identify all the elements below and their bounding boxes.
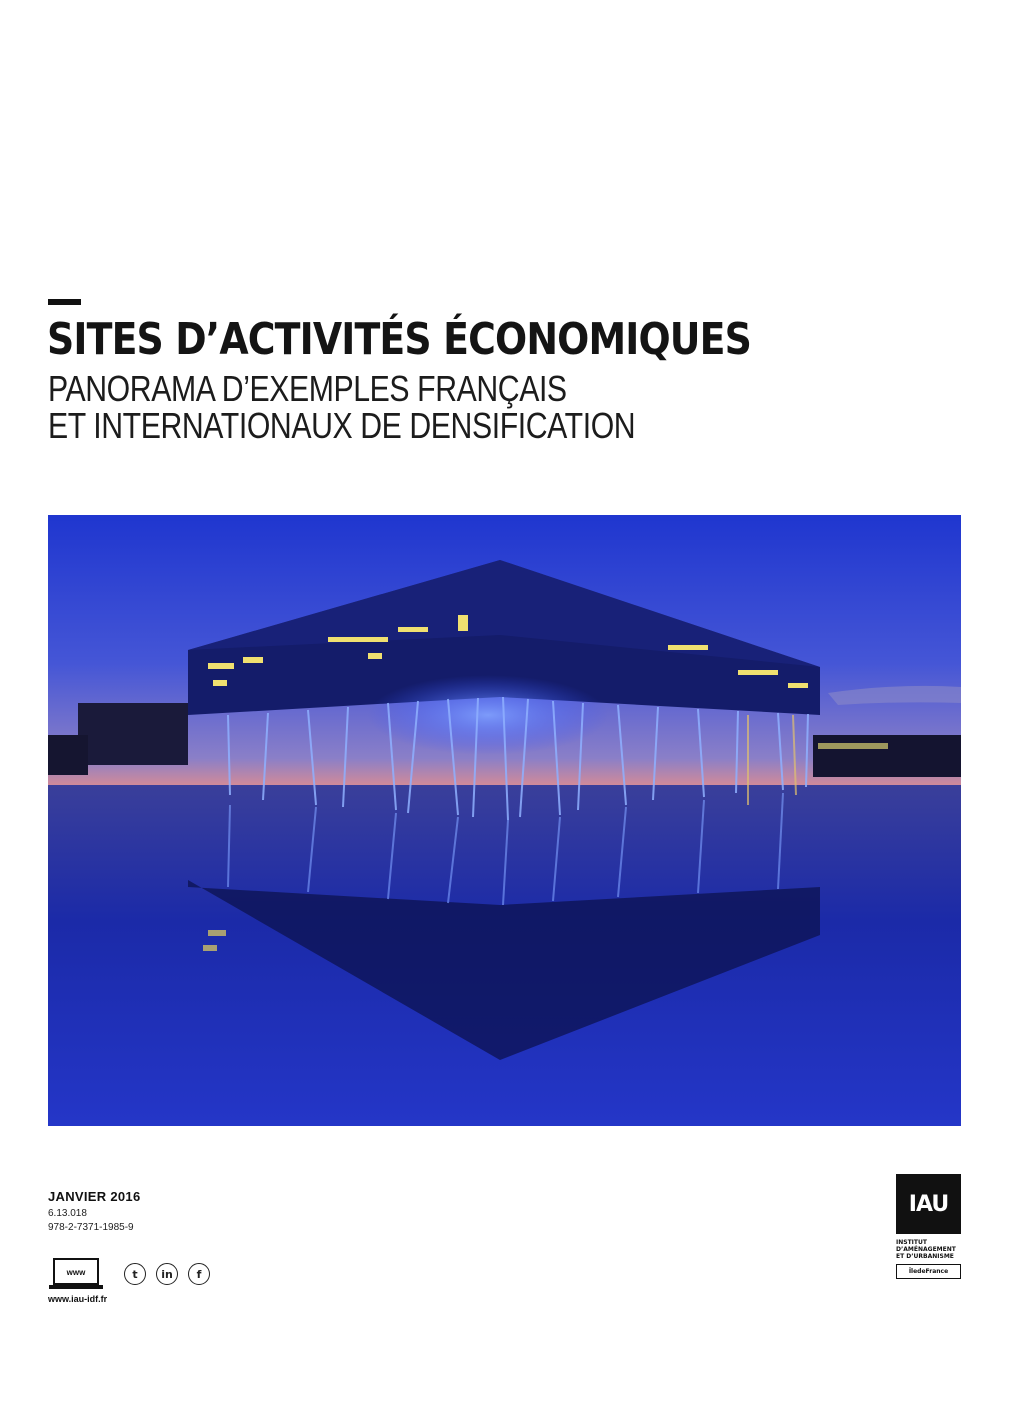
cover-photo (48, 515, 961, 1126)
page-title: SITES D’ACTIVITÉS ÉCONOMIQUES (47, 314, 752, 365)
logo-acronym: IAU (896, 1174, 961, 1234)
publication-info (48, 1189, 140, 1233)
publication-date: JANVIER 2016 (48, 1189, 141, 1204)
social-links (124, 1263, 210, 1285)
website-link[interactable]: www.iau-idf.fr (48, 1294, 108, 1304)
logo-line-3: ET D’URBANISME (896, 1253, 954, 1260)
subtitle-line-2: ET INTERNATIONAUX DE DENSIFICATION (48, 405, 636, 446)
logo-line-2: D’AMÉNAGEMENT (896, 1246, 956, 1253)
www-label: www (66, 1268, 86, 1277)
twitter-icon[interactable]: t (124, 1263, 146, 1285)
web-links (48, 1257, 210, 1291)
subtitle-line-1: PANORAMA D’EXEMPLES FRANÇAIS (48, 368, 567, 409)
laptop-icon[interactable] (48, 1257, 104, 1291)
subtitle (48, 370, 747, 444)
iau-logo (896, 1174, 961, 1279)
logo-name (896, 1239, 961, 1260)
title-dash (48, 299, 81, 305)
facebook-icon[interactable]: f (188, 1263, 210, 1285)
isbn: 978-2-7371-1985-9 (48, 1222, 134, 1233)
publication-ref: 6.13.018 (48, 1208, 87, 1219)
linkedin-icon[interactable]: in (156, 1263, 178, 1285)
region-badge: ÎledeFrance (896, 1264, 961, 1279)
logo-line-1: INSTITUT (896, 1239, 927, 1246)
